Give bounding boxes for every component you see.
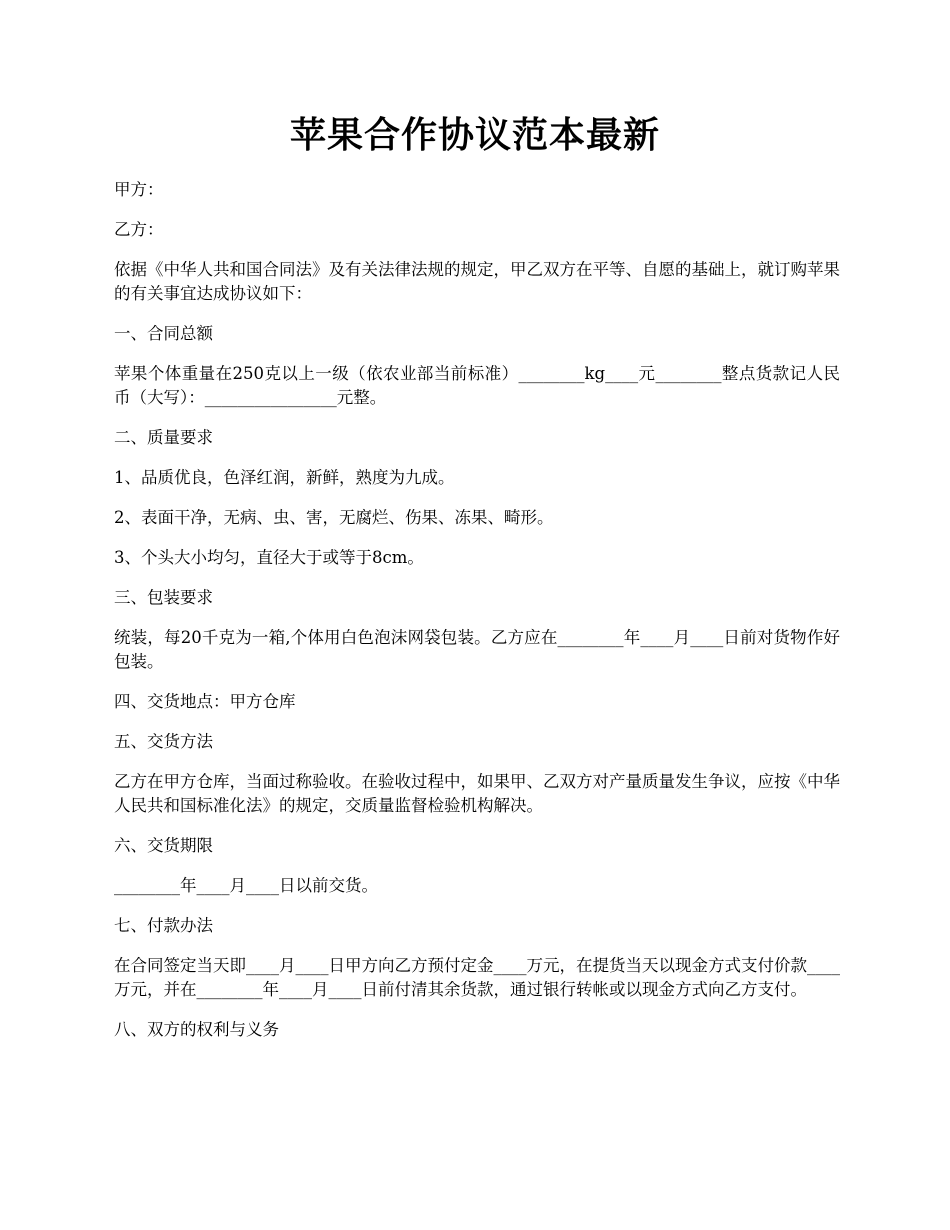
section-heading-4: 四、交货地点：甲方仓库 [114, 692, 296, 711]
quality-item-2: 2、表面干净，无病、虫、害，无腐烂、伤果、冻果、畸形。 [114, 508, 554, 527]
payment-paragraph: 在合同签定当天即____月____日甲方向乙方预付定金____万元，在提货当天以现金方式支付价款____万元，并在________年____月____日前付清其余货款，通过银行转帐或以现金方式向乙方支付。 [114, 956, 840, 999]
delivery-method-paragraph: 乙方在甲方仓库，当面过称验收。在验收过程中，如果甲、乙双方对产量质量发生争议，应按《中华人民共和国标准化法》的规定，交质量监督检验机构解决。 [114, 772, 840, 815]
section-heading-5: 五、交货方法 [114, 732, 213, 751]
section-heading-1: 一、合同总额 [114, 324, 213, 343]
document-body [114, 178, 840, 1058]
quality-item-3: 3、个头大小均匀，直径大于或等于8cm。 [114, 548, 424, 567]
section-heading-8: 八、双方的权利与义务 [114, 1020, 279, 1039]
delivery-deadline-paragraph: ________年____月____日以前交货。 [114, 876, 378, 895]
section-heading-6: 六、交货期限 [114, 836, 213, 855]
section-heading-2: 二、质量要求 [114, 428, 213, 447]
party-b-line: 乙方： [114, 220, 164, 239]
packaging-paragraph: 统装，每20千克为一箱,个体用白色泡沫网袋包装。乙方应在________年____月____日前对货物作好包装。 [114, 628, 840, 671]
quality-item-1: 1、品质优良，色泽红润，新鲜，熟度为九成。 [114, 468, 455, 487]
contract-total-paragraph: 苹果个体重量在250克以上一级（依农业部当前标准）________kg____元________整点货款记人民币（大写）：________________元整。 [114, 364, 840, 407]
section-heading-3: 三、包装要求 [114, 588, 213, 607]
section-heading-7: 七、付款办法 [114, 916, 213, 935]
preamble-paragraph: 依据《中华人共和国合同法》及有关法律法规的规定，甲乙双方在平等、自愿的基础上，就订购苹果的有关事宜达成协议如下： [114, 260, 840, 303]
document-title: 苹果合作协议范本最新 [289, 115, 660, 156]
party-a-line: 甲方： [114, 180, 164, 199]
